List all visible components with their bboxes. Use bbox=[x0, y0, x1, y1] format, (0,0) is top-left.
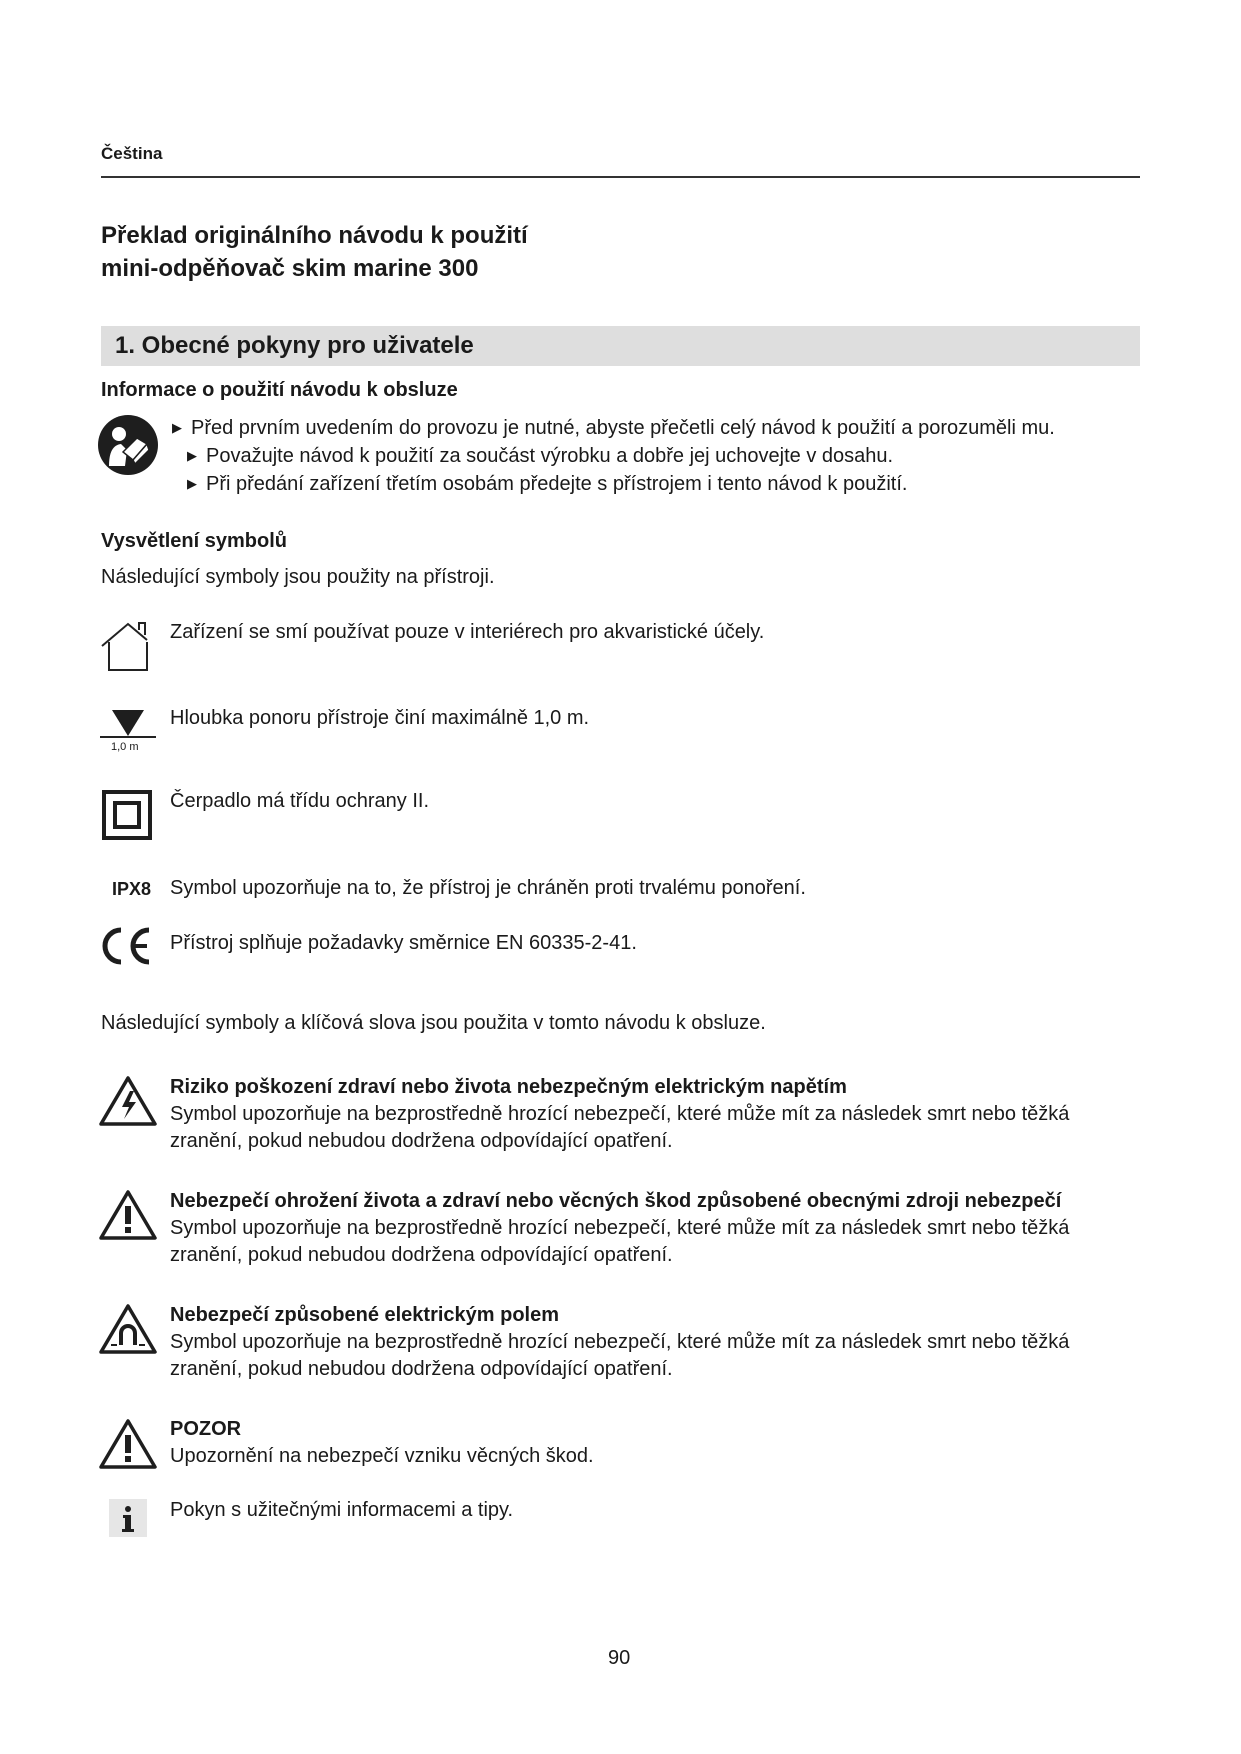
protection-class-ii-icon bbox=[102, 790, 152, 840]
manual-bullet: ▶ Považujte návod k použití za součást výrobku a dobře jej uchovejte v dosahu. bbox=[187, 445, 894, 467]
depth-icon bbox=[98, 708, 158, 738]
symbol-text: Přístroj splňuje požadavky směrnice EN 60335-2-41. bbox=[170, 932, 637, 954]
ipx8-icon: IPX8 bbox=[112, 879, 152, 899]
warning-text: Symbol upozorňuje na bezprostředně hrozící nebezpečí, které může mít za následek smrt nebo těžká zranění, pokud nebudou dodržena odpovídající opatření. bbox=[170, 1103, 1070, 1152]
manual-bullet: ▶ Při předání zařízení třetím osobám předejte s přístrojem i tento návod k použití. bbox=[187, 473, 908, 495]
symbol-text: Čerpadlo má třídu ochrany II. bbox=[170, 790, 430, 812]
info-text: Pokyn s užitečnými informacemi a tipy. bbox=[170, 1499, 514, 1521]
warning-title: Nebezpečí ohrožení života a zdraví nebo věcných škod způsobené obecnými zdroji nebezpečí bbox=[170, 1190, 1062, 1212]
magnetic-field-hazard-icon bbox=[99, 1303, 157, 1355]
electric-hazard-icon bbox=[99, 1075, 157, 1127]
warning-text: Upozornění na nebezpečí vzniku věcných škod. bbox=[170, 1445, 594, 1467]
info-icon bbox=[109, 1499, 147, 1537]
general-hazard-icon bbox=[99, 1189, 157, 1241]
language-label: Čeština bbox=[101, 144, 163, 163]
warning-title: Riziko poškození zdraví nebo života nebezpečným elektrickým napětím bbox=[170, 1076, 847, 1098]
indoor-house-icon bbox=[99, 620, 157, 672]
manual-info-heading: Informace o použití návodu k obsluze bbox=[101, 379, 458, 401]
warning-text: Symbol upozorňuje na bezprostředně hrozící nebezpečí, které může mít za následek smrt nebo těžká zranění, pokud nebudou dodržena odpovídající opatření. bbox=[170, 1217, 1070, 1266]
depth-icon-label: 1,0 m bbox=[111, 741, 139, 753]
document-title: Překlad originálního návodu k použití bbox=[101, 222, 528, 249]
section-heading: 1. Obecné pokyny pro uživatele bbox=[115, 332, 474, 359]
warning-text: Symbol upozorňuje na bezprostředně hrozící nebezpečí, které může mít za následek smrt nebo těžká zranění, pokud nebudou dodržena odpovídající opatření. bbox=[170, 1331, 1070, 1380]
page-number: 90 bbox=[608, 1647, 631, 1669]
symbol-text: Symbol upozorňuje na to, že přístroj je chráněn proti trvalému ponoření. bbox=[170, 877, 806, 899]
symbols-heading: Vysvětlení symbolů bbox=[101, 530, 287, 552]
section-heading-bar bbox=[101, 326, 1140, 366]
symbol-text: Zařízení se smí používat pouze v interiérech pro akvaristické účely. bbox=[170, 621, 765, 643]
symbols-intro: Následující symboly jsou použity na přístroji. bbox=[101, 566, 495, 588]
product-title: mini-odpěňovač skim marine 300 bbox=[101, 255, 479, 282]
manual-bullet: ▶ Před prvním uvedením do provozu je nutné, abyste přečetli celý návod k použití a porozuměli mu. bbox=[172, 417, 1055, 439]
caution-icon bbox=[99, 1418, 157, 1470]
symbol-text: Hloubka ponoru přístroje činí maximálně 1,0 m. bbox=[170, 707, 590, 729]
warning-title: Nebezpečí způsobené elektrickým polem bbox=[170, 1304, 560, 1326]
header-divider bbox=[101, 176, 1140, 178]
warning-title: POZOR bbox=[170, 1418, 242, 1440]
read-manual-icon bbox=[97, 414, 159, 476]
ce-mark-icon bbox=[99, 926, 155, 966]
keywords-intro: Následující symboly a klíčová slova jsou použita v tomto návodu k obsluze. bbox=[101, 1012, 766, 1034]
